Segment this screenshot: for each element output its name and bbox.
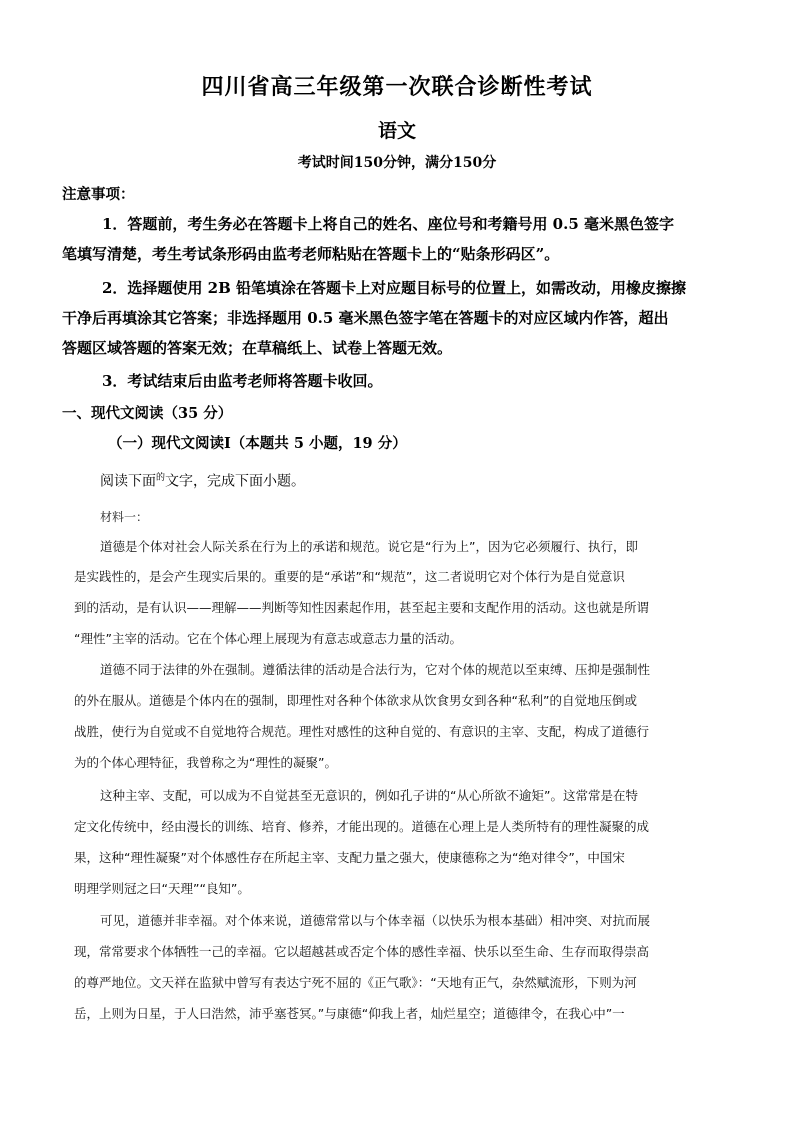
passage-line: 到的活动，是有认识——理解——判断等知性因素起作用，甚至起主要和支配作用的活动。这也就是所谓 (74, 600, 650, 615)
passage-line: 明理学则冠之曰“天理”“良知”。 (74, 881, 250, 896)
subsection-title: （一）现代文阅读Ⅰ（本题共 5 小题，19 分） (108, 435, 407, 452)
passage-line: 岳，上则为日星，于人曰浩然，沛乎塞苍冥。”与康德“仰我上者，灿烂星空；道德律令，在我心中”一 (74, 1006, 625, 1021)
passage-line: 的外在服从。道德是个体内在的强制，即理性对各种个体欲求从饮食男女到各种“私利”的自觉地压倒或 (74, 693, 637, 708)
passage-line: 道德是个体对社会人际关系在行为上的承诺和规范。说它是“行为上”，因为它必须履行、执行，即 (100, 539, 638, 554)
subject-title: 语文 (377, 120, 416, 142)
passage-line: 定文化传统中，经由漫长的训练、培育、修养，才能出现的。道德在心理上是人类所特有的理性凝聚的成 (74, 819, 650, 834)
rule-2-line-3: 答题区域答题的答案无效；在草稿纸上、试卷上答题无效。 (62, 339, 453, 357)
passage-line: 为的个体心理特征，我曾称之为“理性的凝聚”。 (74, 755, 337, 770)
notice-heading: 注意事项： (62, 186, 135, 203)
passage-line: 果，这种“理性凝聚”对个体感性存在所起主宰、支配力量之强大，使康德称之为“绝对律令”，中国宋 (74, 850, 625, 865)
passage-line: 的尊严地位。文天祥在监狱中曾写有表达宁死不屈的《正气歌》：“天地有正气，杂然赋流形，下则为河 (74, 975, 637, 990)
passage-line: 可见，道德并非幸福。对个体来说，道德常常以与个体幸福（以快乐为根本基础）相冲突、对抗而展 (100, 913, 651, 928)
material-label: 材料一： (100, 510, 149, 524)
rule-2-line-2: 干净后再填涂其它答案；非选择题用 0.5 毫米黑色签字笔在答题卡的对应区域内作答，超出 (62, 309, 669, 327)
passage-line: 战胜，使行为自觉或不自觉地符合规范。理性对感性的这种自觉的、有意识的主宰、支配，构成了道德行 (74, 724, 650, 739)
passage-line: 是实践性的，是会产生现实后果的。重要的是“承诺”和“规范”，这二者说明它对个体行为是自觉意识 (74, 569, 625, 584)
rule-1-line-2: 笔填写清楚，考生考试条形码由监考老师粘贴在答题卡上的“贴条形码区”。 (62, 245, 560, 263)
rule-3-line-1: 3．考试结束后由监考老师将答题卡收回。 (102, 372, 383, 390)
rule-1-line-1: 1．答题前，考生务必在答题卡上将自己的姓名、座位号和考籍号用 0.5 毫米黑色签字 (102, 215, 674, 233)
exam-time: 考试时间150分钟，满分150分 (297, 155, 497, 171)
passage-line: 这种主宰、支配，可以成为不自觉甚至无意识的，例如孔子讲的“从心所欲不逾矩”。这常常是在特 (100, 788, 638, 803)
reading-instruction: 阅读下面$^的$文字，完成下面小题。 (100, 473, 306, 490)
passage-line: “理性”主宰的活动。它在个体心理上展现为有意志或意志力量的活动。 (74, 631, 462, 646)
section-title: 一、现代文阅读（35 分） (62, 405, 233, 422)
rule-2-line-1: 2．选择题使用 2B 铅笔填涂在答题卡上对应题目标号的位置上，如需改动，用橡皮擦擦 (102, 279, 687, 297)
exam-title: 四川省高三年级第一次联合诊断性考试 (201, 74, 593, 100)
passage-line: 现，常常要求个体牺牲一己的幸福。它以超越甚或否定个体的感性幸福、快乐以至生命、生存而取得崇高 (74, 944, 650, 959)
passage-line: 道德不同于法律的外在强制。遵循法律的活动是合法行为，它对个体的规范以至束缚、压抑是强制性 (100, 662, 651, 677)
